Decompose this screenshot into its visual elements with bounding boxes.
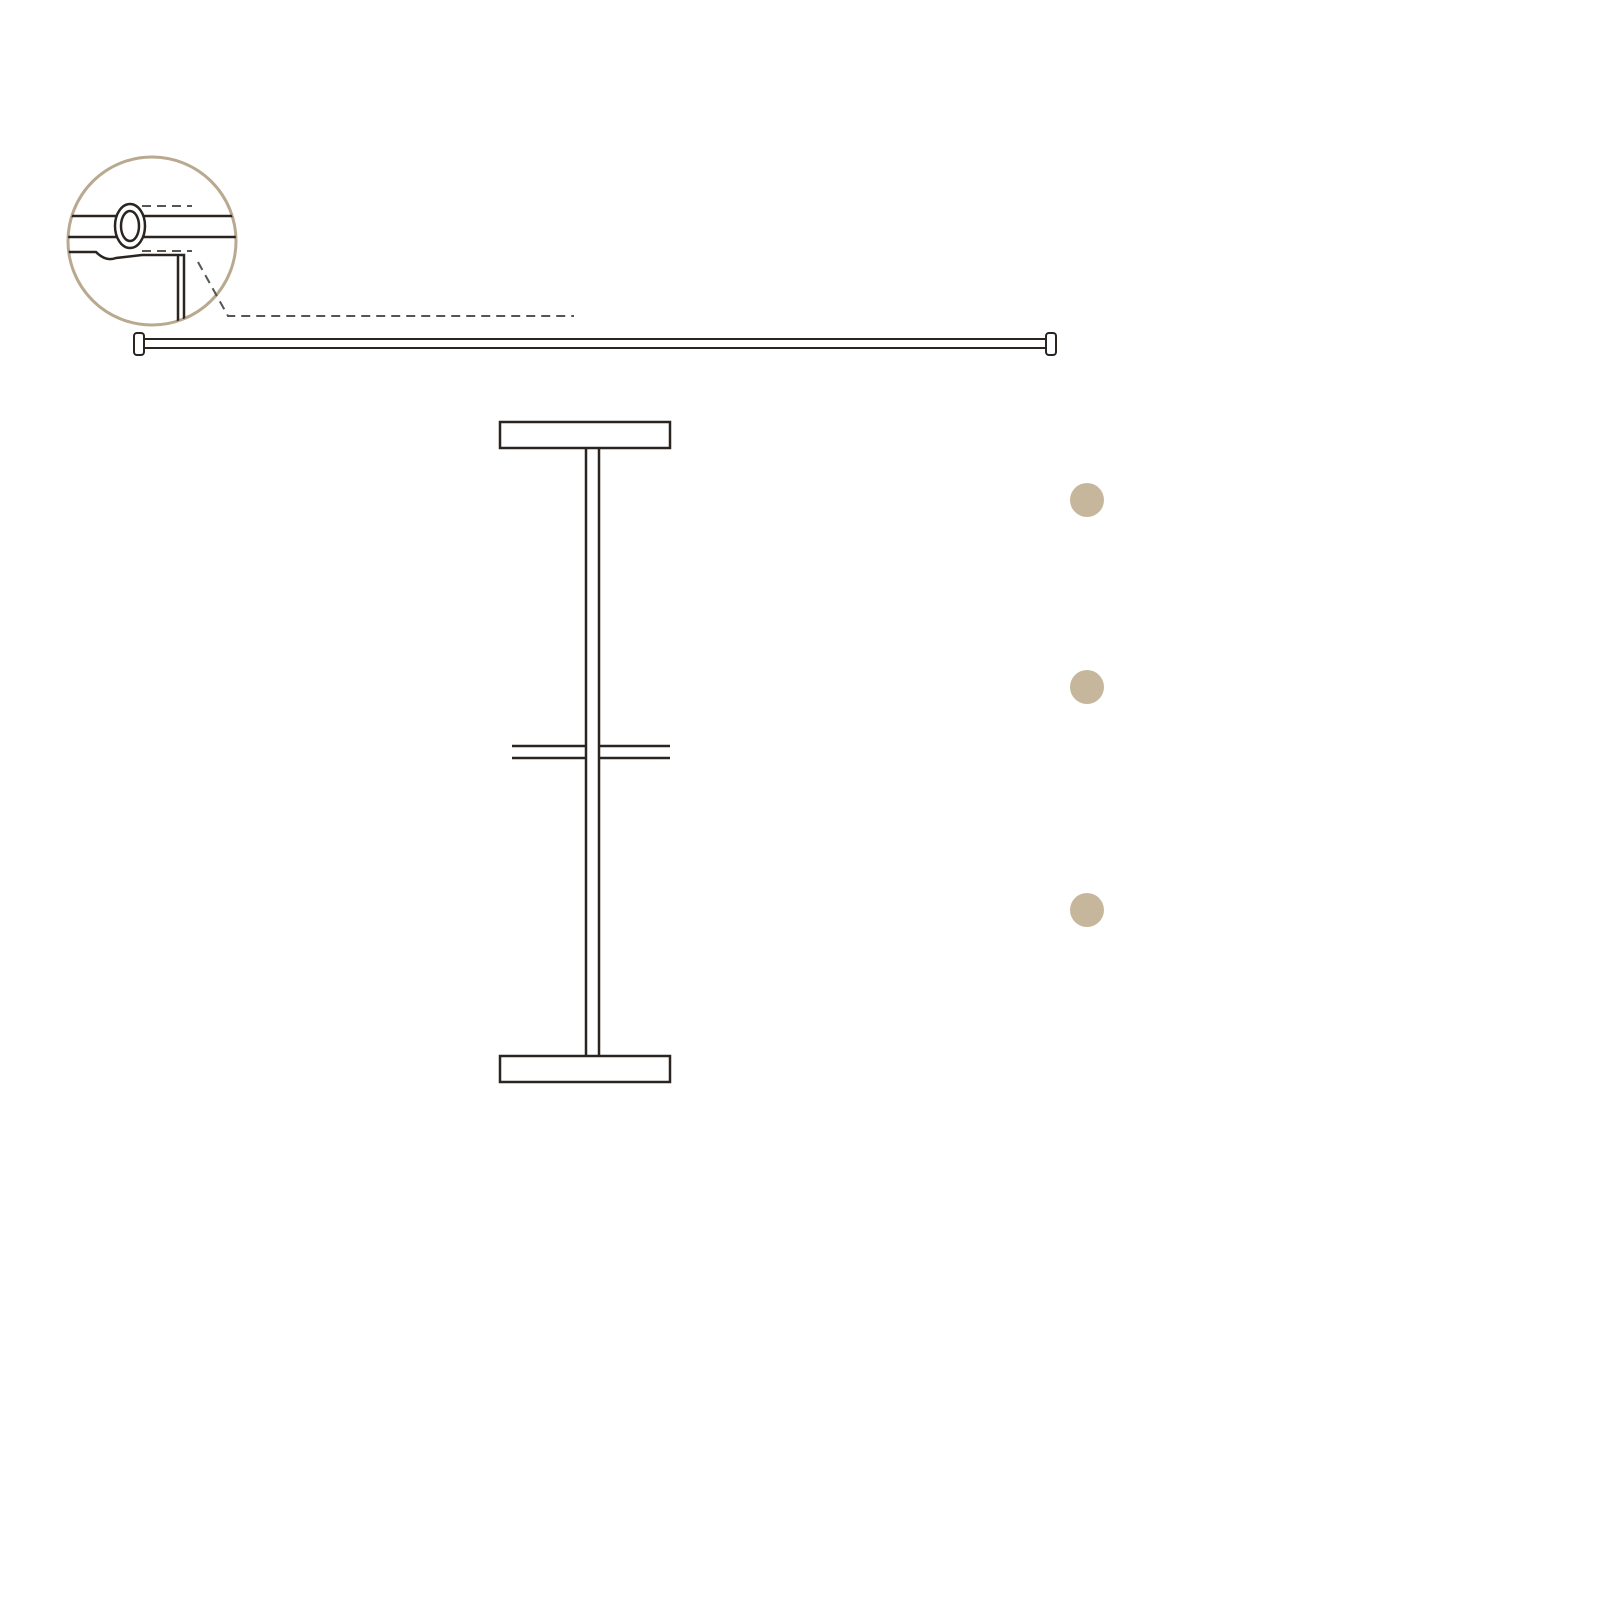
section-please-note [1070,890,1590,1310]
step-1-badge [1070,483,1104,517]
window-frame [500,422,670,1082]
curtain-rod [134,333,1056,355]
note-badge-icon [1070,893,1104,927]
section-choose-length [1070,667,1590,847]
ring-detail-callout [66,157,574,330]
step-2-badge [1070,670,1104,704]
section-measure-length [1070,480,1590,630]
